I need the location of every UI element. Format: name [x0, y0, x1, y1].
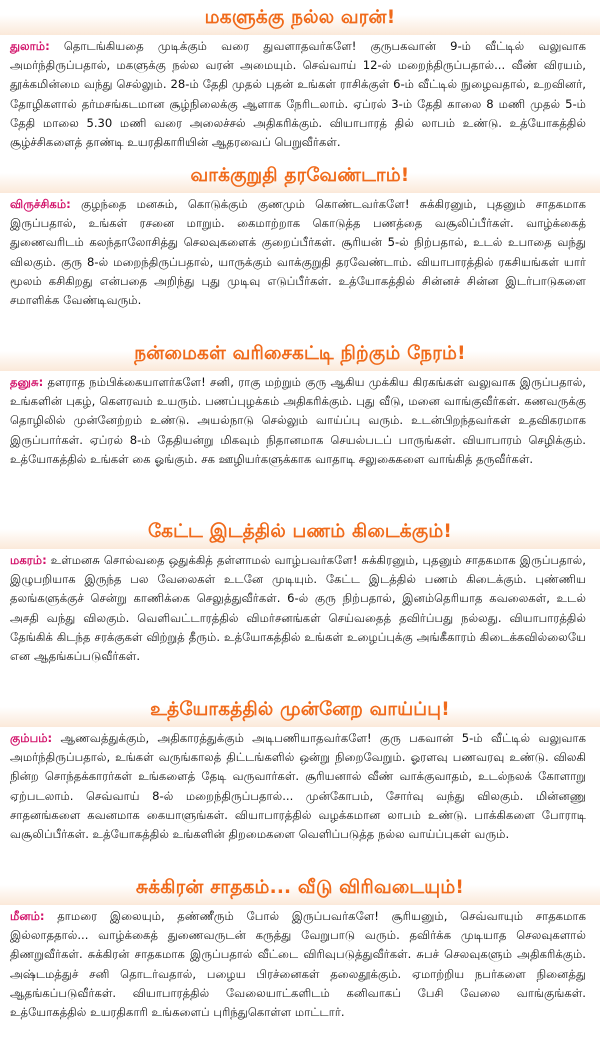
section-heading: கேட்ட இடத்தில் பணம் கிடைக்கும்!	[147, 521, 453, 542]
section-heading: வாக்குறுதி தரவேண்டாம்!	[190, 165, 410, 186]
section-kumbam	[0, 692, 600, 870]
section-text: தாமரை இலையும், தண்ணீரும் போல் இருப்பவர்களே! சூரியனும், செவ்வாயும் சாதகமாக இல்லாததால்... வாழ்க்கைத் துணைவருடன் கருத்து வேறுபாடு வரும். தவிர்க்க முடியாத செலவுகளால் திணறுவீர்கள். சுக்கிரன் சாதகமாக இருப்பதால் வீட்டை விரிவுபடுத்துவீர்கள். சுபச் செலவுகளும் அதிகரிக்கும். அஷ்டமத்துச் சனி தொடர்வதால், பழைய பிரச்னைகள் தலைதூக்கும். ஏமாற்றிய நபர்களை நினைத்து ஆதங்கப்படுவீர்கள். வியாபாரத்தில் வேலையாட்களிடம் கனிவாகப் பேசி வேலை வாங்குங்கள். உத்யோகத்தில் உயரதிகாரி உங்களைப் புரிந்துகொள்ள மாட்டார்.	[10, 909, 586, 1020]
section-body	[0, 549, 600, 692]
section-body	[0, 905, 600, 1046]
heading-band	[0, 870, 600, 905]
section-heading: சுக்கிரன் சாதகம்... வீடு விரிவடையும்!	[135, 877, 465, 898]
section-body	[0, 193, 600, 336]
section-body	[0, 35, 600, 158]
section-text: உள்மனசு சொல்வதை ஒதுக்கித் தள்ளாமல் வாழ்பவர்களே! சுக்கிரனும், புதனும் சாதகமாக இருப்பதால், இழுபறியாக இருந்த பல வேலைகள் உடனே முடியும். கேட்ட இடத்தில் பணம் கிடைக்கும். புண்ணிய தலங்களுக்குச் சென்று காணிக்கை செலுத்துவீர்கள். 6-ல் குரு நிற்பதால், இனம்தெரியாத கவலைகள், உடல் அசதி வந்து விலகும். வெளிவட்டாரத்தில் விமர்சனங்கள் செய்வதைத் தவிர்ப்பது நல்லது. வியாபாரத்தில் தேங்கிக் கிடந்த சரக்குகள் விற்றுத் தீரும். உத்யோகத்தில் உங்கள் உழைப்புக்கு அங்கீகாரம் கிடைக்கவில்லையே என ஆதங்கப்படுவீர்கள்.	[10, 553, 586, 664]
rasi-label: தனுசு:	[10, 375, 44, 389]
section-text: குழந்தை மனசும், கொடுக்கும் குணமும் கொண்டவர்களே! சுக்கிரனும், புதனும் சாதகமாக இருப்பதால், உங்கள் ரசனை மாறும். கைமாற்றாக கொடுத்த பணத்தை வசூலிப்பீர்கள். வாழ்க்கைத் துணைவரிடம் கலந்தாலோசித்து செலவுகளைக் குறைப்பீர்கள். சூரியன் 5-ல் நிற்பதால், உடல் உபாதை வந்து விலகும். குரு 8-ல் மறைந்திருப்பதால், யாருக்கும் வாக்குறுதி தரவேண்டாம். வியாபாரத்தில் ரகசியங்கள் யார் மூலம் கசிகிறது என்பதை அறிந்து புது முடிவு எடுப்பீர்கள். உத்யோகத்தில் சின்னச் சின்ன இடர்பாடுகளை சமாளிக்க வேண்டிவரும்.	[10, 197, 587, 308]
heading-band	[0, 336, 600, 371]
section-heading: நன்மைகள் வரிசைகட்டி நிற்கும் நேரம்!	[134, 343, 466, 364]
section-meenam	[0, 870, 600, 1046]
section-body	[0, 371, 600, 514]
heading-band	[0, 514, 600, 549]
section-dhanusu	[0, 336, 600, 514]
rasi-label: விருச்சிகம்:	[10, 197, 71, 211]
section-viruchigam	[0, 158, 600, 336]
section-heading: மகளுக்கு நல்ல வரன்!	[204, 7, 396, 28]
heading-band	[0, 0, 600, 35]
section-body	[0, 727, 600, 870]
section-magaram	[0, 514, 600, 692]
section-heading: உத்யோகத்தில் முன்னேற வாய்ப்பு!	[150, 699, 450, 720]
section-text: தொடங்கியதை முடிக்கும் வரை துவளாதவர்களே! குருபகவான் 9-ம் வீட்டில் வலுவாக அமர்ந்திருப்பதால், மகளுக்கு நல்ல வரன் அமையும். செவ்வாய் 12-ல் மறைந்திருப்பதால்... வீண் விரயம், தூக்கமின்மை வந்து செல்லும். 28-ம் தேதி முதல் புதன் உங்கள் ராசிக்குள் 6-ம் வீட்டில் நுழைவதால், உறவினர், தோழிகளால் தர்மசங்கடமான சூழ்நிலைக்கு ஆளாக நேரிடலாம். ஏப்ரல் 3-ம் தேதி காலை 8 மணி முதல் 5-ம் தேதி மாலை 5.30 மணி வரை அலைச்சல் அதிகரிக்கும். வியாபாரத் தில் லாபம் உண்டு. உத்யோகத்தில் சூழ்ச்சிகளைத் தாண்டி உயரதிகாரியின் ஆதரவைப் பெறுவீர்கள்.	[10, 39, 586, 150]
section-text: தளராத நம்பிக்கையாளர்களே! சனி, ராகு மற்றும் குரு ஆகிய முக்கிய கிரகங்கள் வலுவாக இருப்பதால், உங்களின் புகழ், கௌரவம் உயரும். பணப்புழக்கம் அதிகரிக்கும். புது வீடு, மனை வாங்குவீர்கள். கணவருக்கு தொழிலில் முன்னேற்றம் உண்டு. அயல்நாடு செல்லும் வாய்ப்பு வரும். உடன்பிறந்தவர்கள் உதவிகரமாக இருப்பார்கள். ஏப்ரல் 8-ம் தேதியன்று மிகவும் நிதானமாக செயல்படப் பாருங்கள். வியாபாரம் செழிக்கும். உத்யோகத்தில் உங்கள் கை ஓங்கும். சக ஊழியர்களுக்காக வாதாடி சலுகைகளை வாங்கித் தருவீர்கள்.	[10, 375, 586, 466]
section-thulam	[0, 0, 600, 158]
rasi-label: துலாம்:	[10, 39, 50, 53]
rasi-label: மகரம்:	[10, 553, 47, 567]
heading-band	[0, 158, 600, 193]
rasi-label: மீனம்:	[10, 909, 45, 923]
section-text: ஆணவத்துக்கும், அதிகாரத்துக்கும் அடிபணியாதவர்களே! குரு பகவான் 5-ம் வீட்டில் வலுவாக அமர்ந்திருப்பதால், உங்கள் வருங்காலத் திட்டங்களில் ஒன்று நிறைவேறும். ஓரளவு பணவரவு உண்டு. விலகி நின்ற சொந்தக்காரர்கள் உங்களைத் தேடி வருவார்கள். சூரியனால் வீண் வாக்குவாதம், உடல்நலக் கோளாறு ஏற்படலாம். செவ்வாய் 8-ல் மறைந்திருப்பதால்... முன்கோபம், சோர்வு வந்து விலகும். மின்னணு சாதனங்களை கவனமாக கையாளுங்கள். வியாபாரத்தில் வழக்கமான லாபம் உண்டு. பாக்கிகளை போராடி வசூலிப்பீர்கள். உத்யோகத்தில் உங்களின் திறமைகளை வெளிப்படுத்த நல்ல வாய்ப்புகள் வரும்.	[10, 731, 587, 842]
heading-band	[0, 692, 600, 727]
rasi-label: கும்பம்:	[10, 731, 53, 745]
